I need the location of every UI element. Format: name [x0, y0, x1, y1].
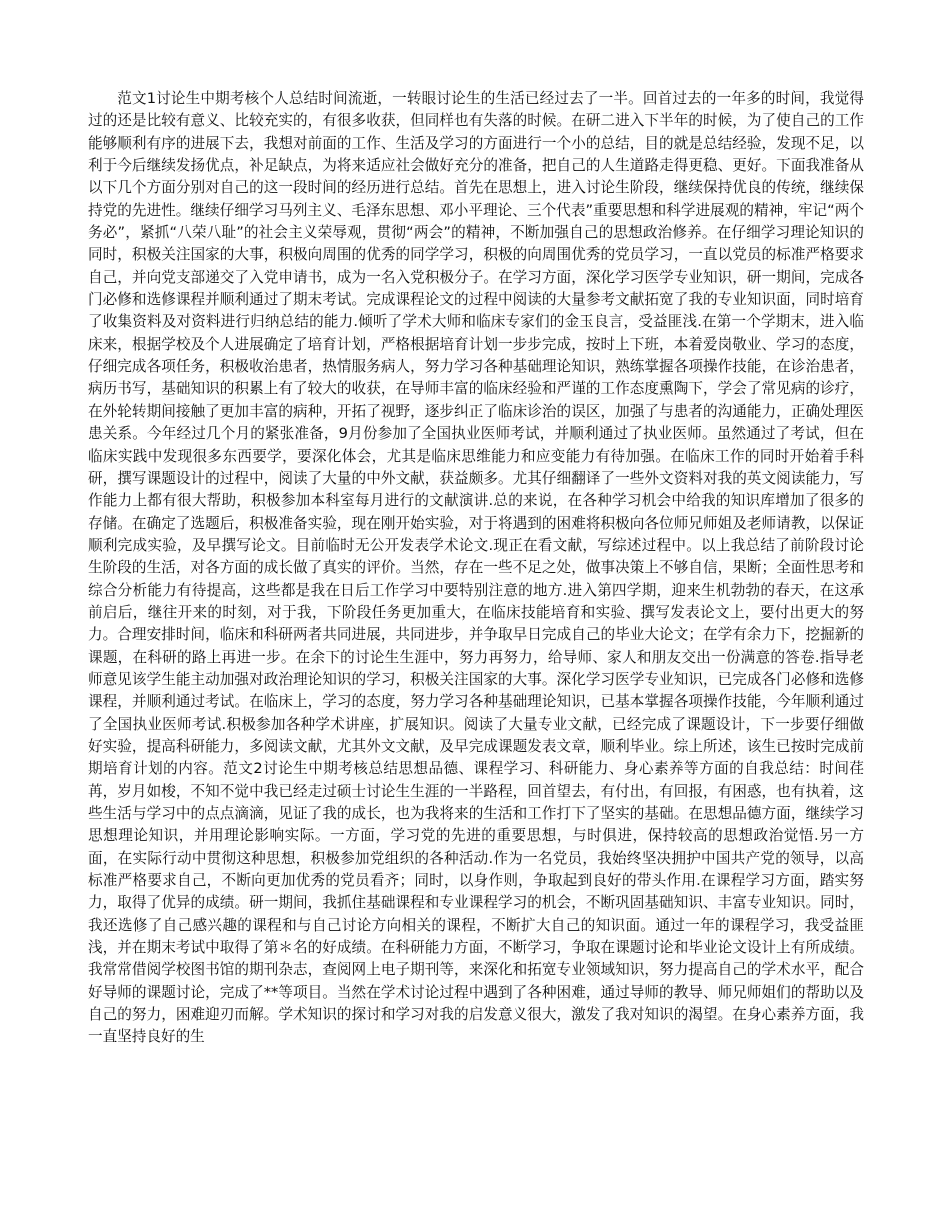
- document-body-text: 范文1讨论生中期考核个人总结时间流逝，一转眼讨论生的生活已经过去了一半。回首过去的一年多的时间，我觉得过的还是比较有意义、比较充实的，有很多收获，但同样也有失落的时候。在研二进入下半年的时候，为了使自己的工作能够顺利有序的进展下去，我想对前面的工作、生活及学习的方面进行一个小的总结，目的就是总结经验，发现不足，以利于今后继续发扬优点，补足缺点，为将来适应社会做好充分的准备，把自己的人生道路走得更稳、更好。下面我准备从以下几个方面分别对自己的这一段时间的经历进行总结。首先在思想上，进入讨论生阶段，继续保持优良的传统，继续保持党的先进性。继续仔细学习马列主义、毛泽东思想、邓小平理论、三个代表”重要思想和科学进展观的精神，牢记“两个务必”，紧抓“八荣八耻”的社会主义荣辱观，贯彻“两会”的精神，不断加强自己的思想政治修养。在仔细学习理论知识的同时，积极关注国家的大事，积极向周围的优秀的同学学习，积极的向周围优秀的党员学习，一直以党员的标准严格要求自己，并向党支部递交了入党申请书，成为一名入党积极分子。在学习方面，深化学习医学专业知识，研一期间，完成各门必修和选修课程并顺利通过了期末考试。完成课程论文的过程中阅读的大量参考文献拓宽了我的专业知识面，同时培育了收集资料及对资料进行归纳总结的能力.倾听了学术大师和临床专家们的金玉良言，受益匪浅.在第一个学期末，进入临床来，根据学校及个人进展确定了培育计划，严格根据培育计划一步步完成，按时上下班，本着爱岗敬业、学习的态度，仔细完成各项任务，积极收治患者，热情服务病人，努力学习各种基础理论知识，熟练掌握各项操作技能，在诊治患者，病历书写，基础知识的积累上有了较大的收获，在导师丰富的临床经验和严谨的工作态度熏陶下，学会了常见病的诊疗，在外轮转期间接触了更加丰富的病种，开拓了视野，逐步纠正了临床诊治的误区，加强了与患者的沟通能力，正确处理医患关系。今年经过几个月的紧张准备，9月份参加了全国执业医师考试，并顺利通过了执业医师。虽然通过了考试，但在临床实践中发现很多东西要学，要深化体会，尤其是临床思维能力和应变能力有待加强。在临床工作的同时开始着手科研，撰写课题设计的过程中，阅读了大量的中外文献，获益颇多。尤其仔细翻译了一些外文资料对我的英文阅读能力，写作能力上都有很大帮助，积极参加本科室每月进行的文献演讲.总的来说，在各种学习机会中给我的知识库增加了很多的存储。在确定了选题后，积极准备实验，现在刚开始实验，对于将遇到的困难将积极向各位师兄师姐及老师请教，以保证顺利完成实验，及早撰写论文。目前临时无公开发表学术论文.现正在看文献，写综述过程中。以上我总结了前阶段讨论生阶段的生活，对各方面的成长做了真实的评价。当然，存在一些不足之处，做事决策上不够自信，果断；全面性思考和综合分析能力有待提高，这些都是我在日后工作学习中要特别注意的地方.进入第四学期，迎来生机勃勃的春天，在这承前启后，继往开来的时刻，对于我，下阶段任务更加重大，在临床技能培育和实验、撰写发表论文上，要付出更大的努力。合理安排时间，临床和科研两者共同进展，共同进步，并争取早日完成自己的毕业大论文；在学有余力下，挖掘新的课题，在科研的路上再进一步。在余下的讨论生生涯中，努力再努力，给导师、家人和朋友交出一份满意的答卷.指导老师意见该学生能主动加强对政治理论知识的学习，积极关注国家的大事。深化学习医学专业知识，已完成各门必修和选修课程，并顺利通过考试。在临床上，学习的态度，努力学习各种基础理论知识，已基本掌握各项操作技能，今年顺利通过了全国执业医师考试.积极参加各种学术讲座，扩展知识。阅读了大量专业文献，已经完成了课题设计，下一步要仔细做好实验，提高科研能力，多阅读文献，尤其外文文献，及早完成课题发表文章，顺利毕业。综上所述，该生已按时完成前期培育计划的内容。范文2讨论生中期考核总结思想品德、课程学习、科研能力、身心素养等方面的自我总结：时间荏苒，岁月如梭，不知不觉中我已经走过硕士讨论生生涯的一半路程，回首望去，有付出，有回报，有困惑，也有执着，这些生活与学习中的点点滴滴，见证了我的成长，也为我将来的生活和工作打下了坚实的基础。在思想品德方面，继续学习思想理论知识，并用理论影响实际。一方面，学习党的先进的重要思想，与时俱进，保持较高的思想政治觉悟.另一方面，在实际行动中贯彻这种思想，积极参加党组织的各种活动.作为一名党员，我始终坚决拥护中国共产党的领导，以高标准严格要求自己，不断向更加优秀的党员看齐；同时，以身作则，争取起到良好的带头作用.在课程学习方面，踏实努力，取得了优异的成绩。研一期间，我抓住基础课程和专业课程学习的机会，不断巩固基础知识、丰富专业知识。同时，我还选修了自己感兴趣的课程和与自己讨论方向相关的课程，不断扩大自己的知识面。通过一年的课程学习，我受益匪浅，并在期末考试中取得了第＊名的好成绩。在科研能力方面，不断学习，争取在课题讨论和毕业论文设计上有所成绩。我常常借阅学校图书馆的期刊杂志，查阅网上电子期刊等，来深化和拓宽专业领域知识，努力提高自己的学术水平，配合好导师的课题讨论，完成了**等项目。当然在学术讨论过程中遇到了各种困难，通过导师的教导、师兄师姐们的帮助以及自己的努力，困难迎刃而解。学术知识的探讨和学习对我的启发意义很大，激发了我对知识的渴望。在身心素养方面，我一直坚持良好的生: [88, 90, 864, 1046]
